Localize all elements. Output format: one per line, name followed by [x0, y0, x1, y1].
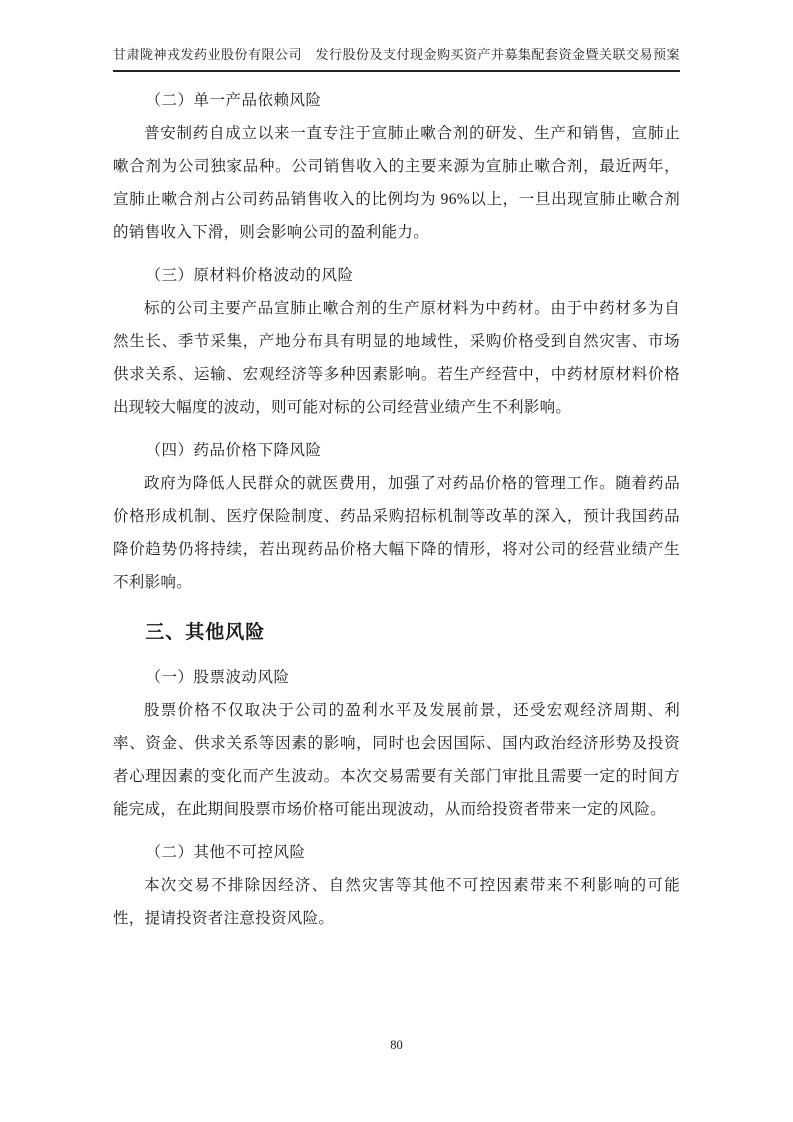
- subsection-heading-raw-material-price-risk: （三）原材料价格波动的风险: [145, 267, 354, 284]
- section-heading-other-risks: 三、其他风险: [145, 622, 266, 643]
- body-paragraph-stock-volatility-risk: 股票价格不仅取决于公司的盈利水平及发展前景，还受宏观经济周期、利率、资金、供求关系等因素的影响，同时也会因国际、国内政治经济形势及投资者心理因素的变化而产生波动。本次交易需要有关部门审批且需要一定的时间方能完成，在此期间股票市场价格可能出现波动，从而给投资者带来一定的风险。: [113, 702, 680, 818]
- page-number: 80: [390, 1038, 403, 1052]
- page-container: [113, 46, 680, 935]
- body-paragraph-drug-price-decline-risk: 政府为降低人民群众的就医费用，加强了对药品价格的管理工作。随着药品价格形成机制、医疗保险制度、药品采购招标机制等改革的深入，预计我国药品降价趋势仍将持续，若出现药品价格大幅下降的情形，将对公司的经营业绩产生不利影响。: [113, 475, 680, 591]
- header-title: 甘肃陇神戎发药业股份有限公司 发行股份及支付现金购买资产并募集配套资金暨关联交易预案: [113, 47, 681, 62]
- page-footer: [0, 1038, 793, 1053]
- page-header: [113, 46, 680, 72]
- subsection-heading-stock-volatility-risk: （一）股票波动风险: [145, 669, 290, 686]
- subsection-heading-single-product-risk: （二）单一产品依赖风险: [145, 92, 322, 109]
- document-body: [113, 84, 680, 935]
- subsection-heading-drug-price-decline-risk: （四）药品价格下降风险: [145, 442, 322, 459]
- subsection-heading-other-uncontrollable-risk: （二）其他不可控风险: [145, 844, 306, 861]
- body-paragraph-raw-material-price-risk: 标的公司主要产品宣肺止嗽合剂的生产原材料为中药材。由于中药材多为自然生长、季节采集，产地分布具有明显的地域性，采购价格受到自然灾害、市场供求关系、运输、宏观经济等多种因素影响。若生产经营中，中药材原材料价格出现较大幅度的波动，则可能对标的公司经营业绩产生不利影响。: [113, 300, 680, 416]
- body-paragraph-other-uncontrollable-risk: 本次交易不排除因经济、自然灾害等其他不可控因素带来不利影响的可能性，提请投资者注意投资风险。: [113, 877, 680, 927]
- body-paragraph-single-product-risk: 普安制药自成立以来一直专注于宣肺止嗽合剂的研发、生产和销售，宣肺止嗽合剂为公司独家品种。公司销售收入的主要来源为宣肺止嗽合剂，最近两年，宣肺止嗽合剂占公司药品销售收入的比例均为 96%以上，一旦出现宣肺止嗽合剂的销售收入下滑，则会影响公司的盈利能力。: [113, 125, 680, 241]
